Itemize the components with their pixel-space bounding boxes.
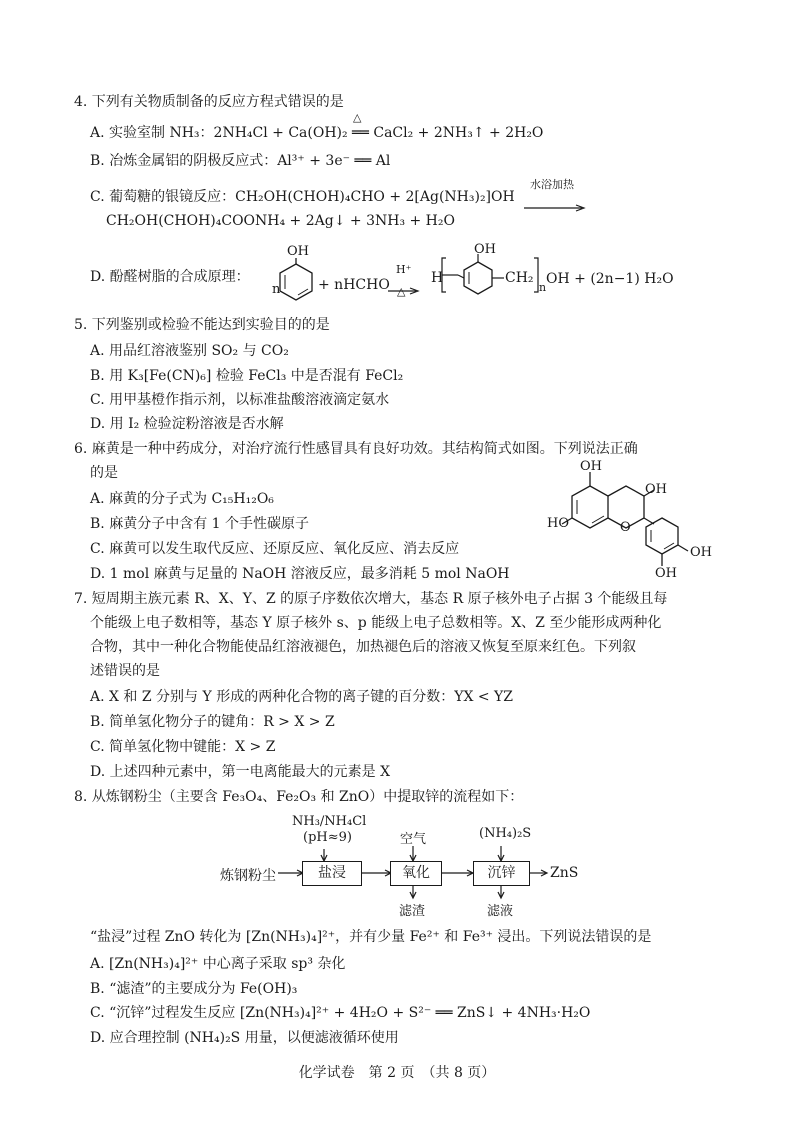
- q6-stem-line2: 的是: [90, 465, 118, 481]
- q7-option-d: D. 上述四种元素中，第一电离能最大的元素是 X: [90, 764, 391, 780]
- q6-option-b: B. 麻黄分子中含有 1 个手性碳原子: [90, 516, 309, 532]
- q5-option-d: D. 用 I₂ 检验淀粉溶液是否水解: [90, 416, 284, 432]
- q4-option-b: B. 冶炼金属铝的阴极反应式：Al³⁺ + 3e⁻ ══ Al: [90, 153, 391, 169]
- q4-option-c-line2: CH₂OH(CHOH)₄COONH₄ + 2Ag↓ + 3NH₃ + H₂O: [106, 213, 455, 229]
- q7-stem-line3: 合物，其中一种化合物能使品红溶液褪色，加热褪色后的溶液又恢复至原来红色。下列叙: [90, 639, 636, 655]
- q6-option-d: D. 1 mol 麻黄与足量的 NaOH 溶液反应，最多消耗 5 mol NaOH: [90, 566, 510, 582]
- q7-stem-line4: 述错误的是: [90, 663, 160, 679]
- q7-stem-line2: 个能级上电子数相等，基态 Y 原子核外 s、p 能级上电子总数相等。X、Z 至少能形成两种化: [90, 615, 662, 631]
- ephedra-bottom-oh: OH: [655, 566, 677, 581]
- flow-output-filtrate: 滤液: [487, 904, 514, 919]
- q8-option-c: C. “沉锌”过程发生反应 [Zn(NH₃)₄]²⁺ + 4H₂O + S²⁻ ══ ZnS↓ + 4NH₃·H₂O: [90, 1005, 591, 1021]
- q5-option-a: A. 用品红溶液鉴别 SO₂ 与 CO₂: [90, 343, 289, 359]
- q4-d-polymer-oh: OH: [474, 242, 496, 257]
- flow-product: ZnS: [550, 865, 579, 881]
- q8-option-a: A. [Zn(NH₃)₄]²⁺ 中心离子采取 sp³ 杂化: [90, 956, 346, 972]
- flow-output-residue: 滤渣: [399, 904, 426, 919]
- q4-a-heat-condition: △: [353, 111, 362, 124]
- q4-d-reagent: + nHCHO: [318, 277, 390, 293]
- ephedra-ring-o: O: [620, 520, 631, 535]
- flow-step-salt-leach: 盐浸: [302, 861, 362, 886]
- flow-reagent2: 空气: [400, 832, 427, 847]
- flow-reagent1-a: NH₃/NH₄Cl: [292, 814, 367, 829]
- q4-d-cond-bottom: △: [397, 285, 406, 298]
- ephedra-top-oh: OH: [580, 459, 602, 474]
- q7-option-a: A. X 和 Z 分别与 Y 形成的两种化合物的离子键的百分数：YX < YZ: [90, 689, 514, 705]
- q4-d-phenol-oh: OH: [287, 244, 309, 259]
- q7-option-c: C. 简单氢化物中键能：X > Z: [90, 739, 276, 755]
- q8-description: “盐浸”过程 ZnO 转化为 [Zn(NH₃)₄]²⁺，并有少量 Fe²⁺ 和 Fe³⁺ 浸出。下列说法错误的是: [90, 929, 652, 945]
- ephedra-right-oh: OH: [690, 545, 712, 560]
- q4-d-coefficient-n: n: [272, 282, 281, 297]
- q7-stem-line1: 7. 短周期主族元素 R、X、Y、Z 的原子序数依次增大，基态 R 原子核外电子占据 3 个能级且每: [74, 591, 668, 607]
- q8-stem: 8. 从炼钢粉尘（主要含 Fe₃O₄、Fe₂O₃ 和 ZnO）中提取锌的流程如下：: [74, 789, 524, 805]
- flow-reagent3: (NH₄)₂S: [479, 826, 532, 841]
- q4-d-ch2: CH₂: [505, 270, 534, 286]
- q7-option-b: B. 简单氢化物分子的键角：R > X > Z: [90, 714, 335, 730]
- q4-d-cond-top: H⁺: [396, 263, 412, 276]
- q4-option-c-line1: C. 葡萄糖的银镜反应：CH₂OH(CHOH)₄CHO + 2[Ag(NH₃)₂]OH: [90, 189, 515, 205]
- flow-reagent1-b: (pH≈9): [303, 830, 352, 845]
- q4-c-condition: 水浴加热: [530, 178, 574, 191]
- q8-option-d: D. 应合理控制 (NH₄)₂S 用量，以便滤液循环使用: [90, 1030, 399, 1046]
- q5-option-b: B. 用 K₃[Fe(CN)₆] 检验 FeCl₃ 中是否混有 FeCl₂: [90, 368, 404, 384]
- q4-option-a: A. 实验室制 NH₃：2NH₄Cl + Ca(OH)₂ ══ CaCl₂ + 2NH₃↑ + 2H₂O: [90, 125, 544, 141]
- q4-d-tail: OH + (2n−1) H₂O: [546, 271, 674, 287]
- q4-d-end-h: H: [431, 270, 444, 286]
- q6-stem-line1: 6. 麻黄是一种中药成分，对治疗流行性感冒具有良好功效。其结构简式如图。下列说法正确: [74, 441, 638, 457]
- flow-step-oxidation: 氧化: [390, 861, 442, 886]
- q4-d-subscript-n: n: [539, 281, 547, 294]
- q4-stem: 4. 下列有关物质制备的反应方程式错误的是: [74, 94, 344, 110]
- q4-option-d-label: D. 酚醛树脂的合成原理：: [90, 269, 250, 285]
- flow-start-material: 炼钢粉尘: [220, 868, 276, 884]
- q6-option-c: C. 麻黄可以发生取代反应、还原反应、氧化反应、消去反应: [90, 541, 460, 557]
- ephedra-left-ho: HO: [547, 516, 569, 531]
- q5-stem: 5. 下列鉴别或检验不能达到实验目的的是: [74, 317, 330, 333]
- q6-option-a: A. 麻黄的分子式为 C₁₅H₁₂O₆: [90, 491, 274, 507]
- q8-option-b: B. “滤渣”的主要成分为 Fe(OH)₃: [90, 981, 298, 997]
- flow-step-zinc-precipitation: 沉锌: [473, 861, 530, 886]
- page-footer: 化学试卷 第 2 页 （共 8 页）: [298, 1065, 496, 1081]
- ephedra-c3-oh: OH: [645, 482, 667, 497]
- q5-option-c: C. 用甲基橙作指示剂，以标准盐酸溶液滴定氨水: [90, 392, 390, 408]
